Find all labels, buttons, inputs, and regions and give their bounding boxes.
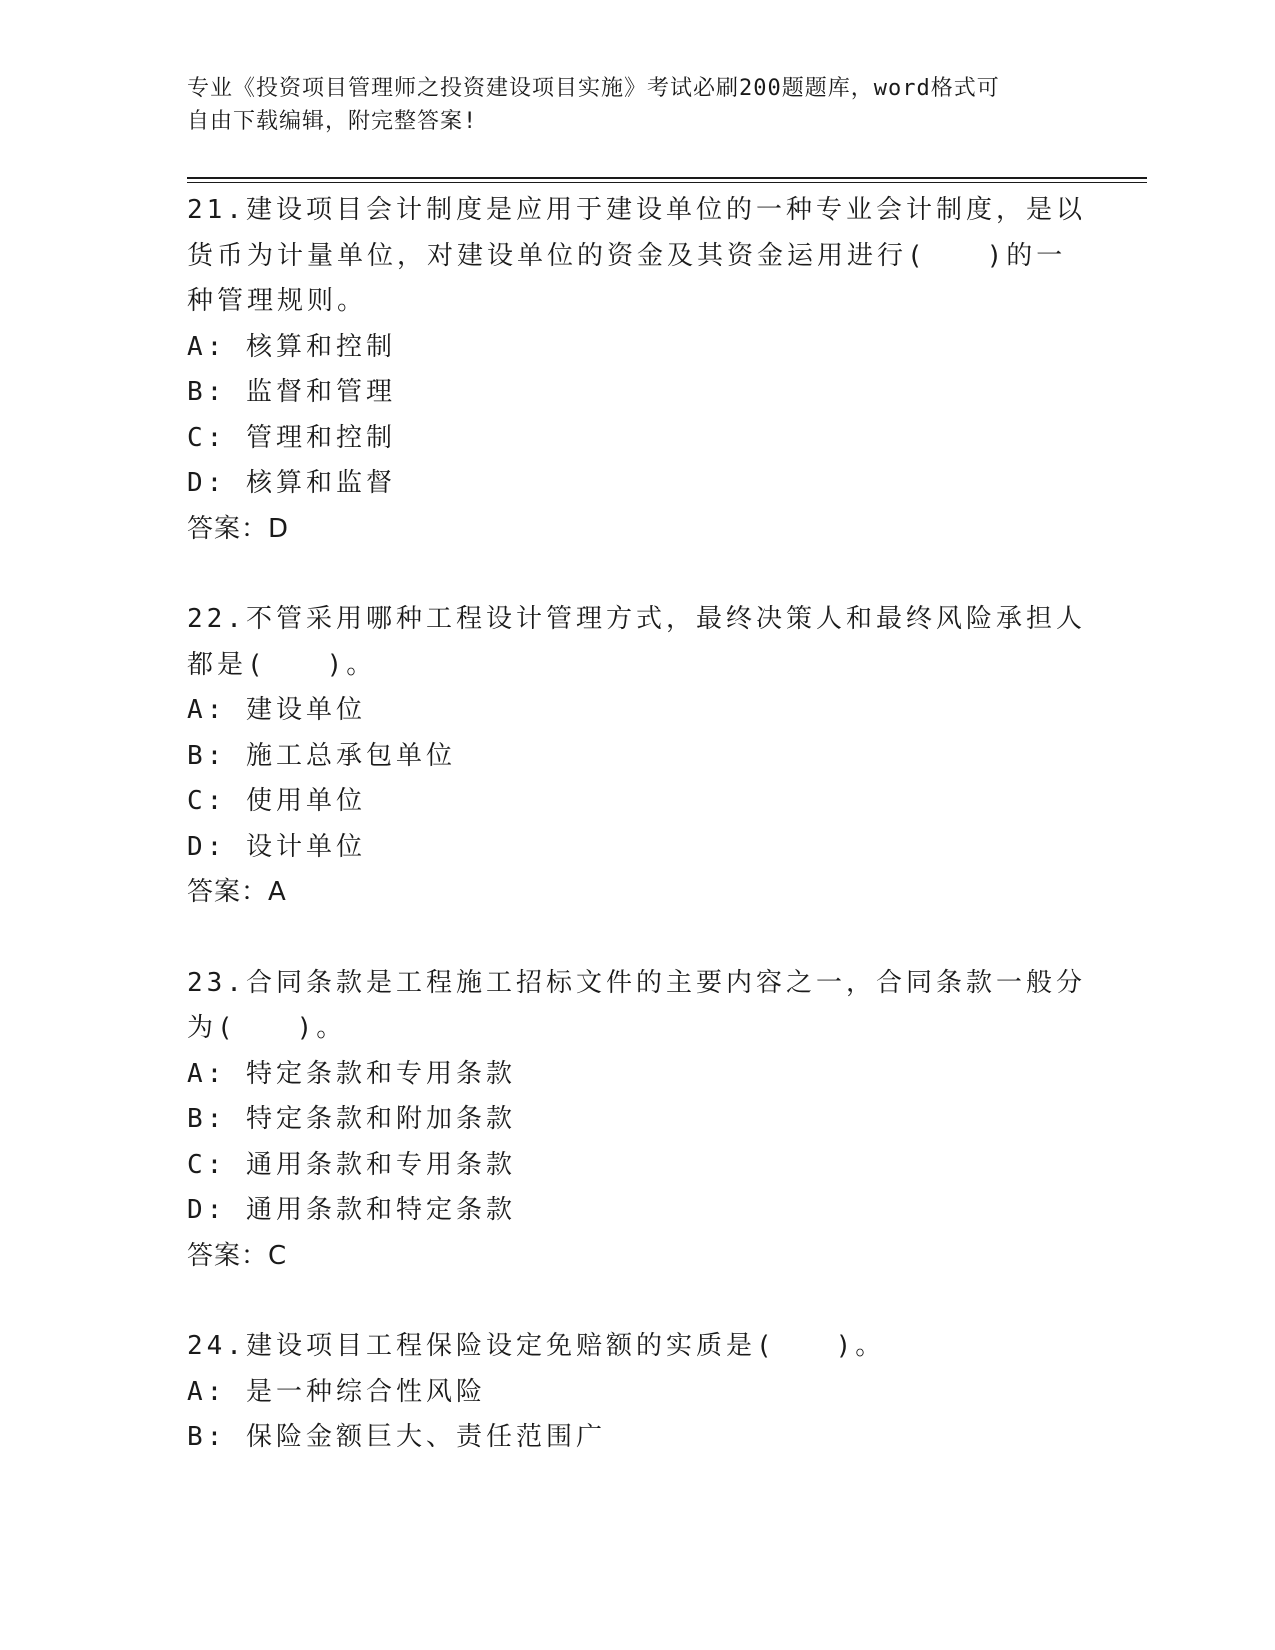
option-b: B: 监督和管理 [187,377,396,407]
option-a: A: 是一种综合性风险 [187,1376,486,1407]
option-c: C: 使用单位 [187,786,366,816]
document-header [187,72,1087,138]
header-line-1: 专业《投资项目管理师之投资建设项目实施》考试必刷200题题库，word格式可 [187,76,1000,101]
option-b: B: 特定条款和附加条款 [187,1104,516,1134]
option-a: A: 特定条款和专用条款 [187,1058,516,1089]
answer: 答案：C [187,1240,288,1271]
option-a: A: 核算和控制 [187,331,396,362]
question-23 [187,961,1087,1280]
option-c: C: 通用条款和专用条款 [187,1149,516,1180]
option-b: B: 施工总承包单位 [187,740,456,771]
question-21 [187,188,1087,552]
question-list [187,188,1087,1506]
option-b: B: 保险金额巨大、责任范围广 [187,1422,606,1452]
header-line-2: 自由下载编辑，附完整答案! [187,109,478,134]
question-stem: 24.建设项目工程保险设定免赔额的实质是( )。 [187,1331,886,1361]
answer: 答案：D [187,513,290,544]
option-c: C: 管理和控制 [187,422,396,453]
option-d: D: 通用条款和特定条款 [187,1195,516,1225]
answer: 答案：A [187,877,287,907]
header-divider-thin [187,182,1147,183]
option-d: D: 核算和监督 [187,468,396,498]
question-24 [187,1324,1087,1461]
option-a: A: 建设单位 [187,695,366,725]
question-stem: 23.合同条款是工程施工招标文件的主要内容之一，合同条款一般分为( )。 [187,967,1086,1043]
option-d: D: 设计单位 [187,831,366,862]
question-stem: 21.建设项目会计制度是应用于建设单位的一种专业会计制度，是以货币为计量单位，对建设单位的资金及其资金运用进行( )的一种管理规则。 [187,195,1086,316]
header-divider-thick [187,177,1147,179]
question-22 [187,597,1087,916]
question-stem: 22.不管采用哪种工程设计管理方式，最终决策人和最终风险承担人都是( )。 [187,604,1086,680]
